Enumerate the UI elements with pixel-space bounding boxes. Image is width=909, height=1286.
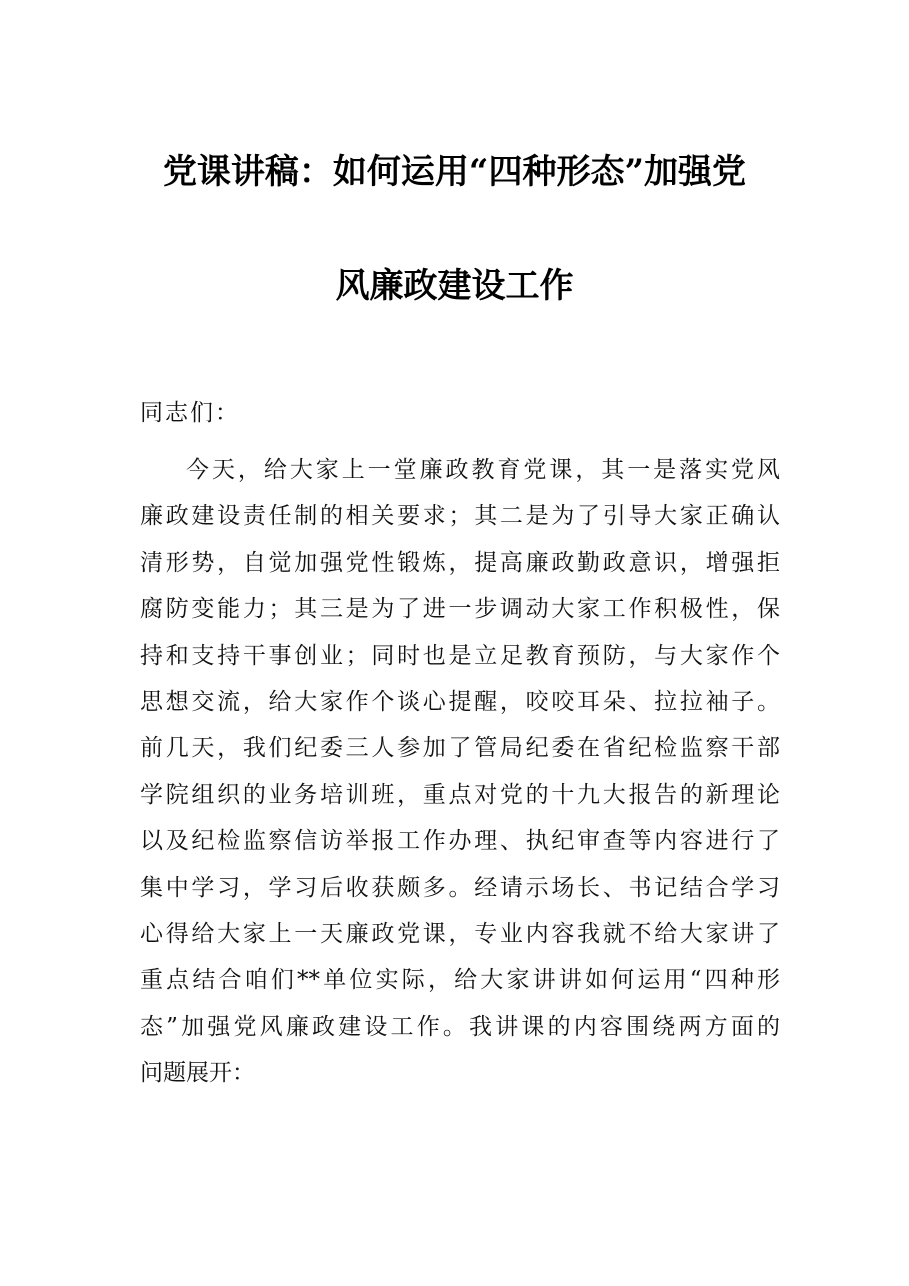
paragraph-line: 重点结合咱们**单位实际，给大家讲讲如何运用“四种形 [140,967,780,994]
salutation: 同志们： [140,400,240,426]
paragraph-line: 前几天，我们纪委三人参加了管局纪委在省纪检监察干部 [140,735,780,762]
paragraph-line: 廉政建设责任制的相关要求；其二是为了引导大家正确认 [140,503,780,530]
paragraph-line: 集中学习，学习后收获颇多。经请示场长、书记结合学习 [140,874,780,901]
paragraph-line: 问题展开： [140,1060,255,1087]
paragraph-line: 学院组织的业务培训班，重点对党的十九大报告的新理论 [140,781,780,808]
document-title-line-2: 风廉政建设工作 [335,266,574,306]
paragraph-line: 腐防变能力；其三是为了进一步调动大家工作积极性，保 [140,596,780,623]
paragraph-line: 今天，给大家上一堂廉政教育党课，其一是落实党风 [186,457,780,483]
paragraph-line: 心得给大家上一天廉政党课，专业内容我就不给大家讲了 [140,920,780,947]
body-paragraph [140,455,780,1104]
paragraph-line: 态”加强党风廉政建设工作。我讲课的内容围绕两方面的 [140,1013,780,1040]
paragraph-line: 清形势，自觉加强党性锻炼，提高廉政勤政意识，增强拒 [140,549,780,576]
paragraph-line: 持和支持干事创业；同时也是立足教育预防，与大家作个 [140,642,780,669]
paragraph-line: 以及纪检监察信访举报工作办理、执纪审查等内容进行了 [140,828,780,855]
document-title-line-1: 党课讲稿：如何运用“四种形态”加强党 [162,152,747,192]
paragraph-line: 思想交流，给大家作个谈心提醒，咬咬耳朵、拉拉袖子。 [140,688,780,715]
